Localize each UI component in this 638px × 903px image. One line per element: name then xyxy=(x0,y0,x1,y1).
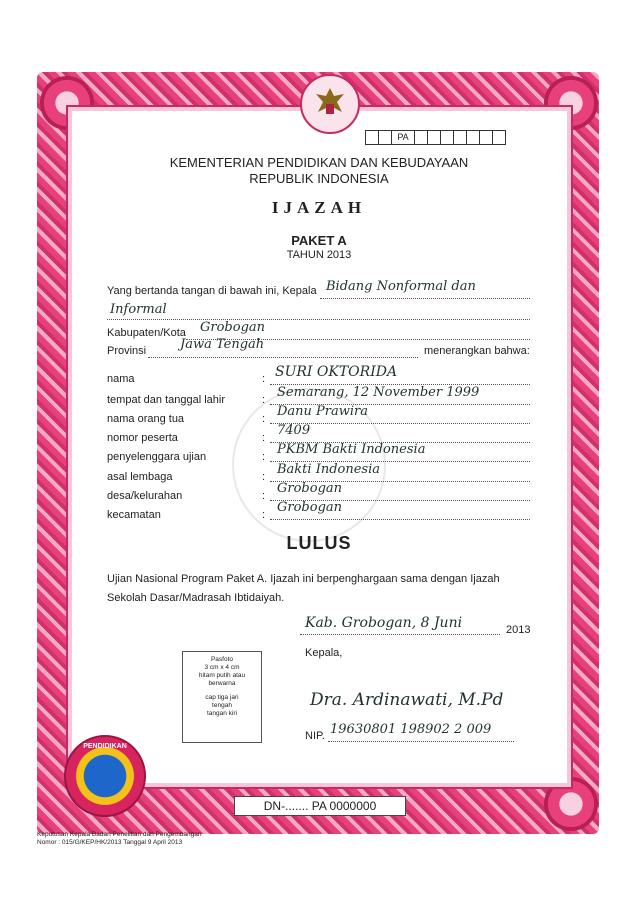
field-label: kecamatan xyxy=(107,509,161,521)
ministry-seal-icon: PENDIDIKAN xyxy=(64,735,146,817)
field-value: Grobogan xyxy=(277,500,343,515)
place-date: Kab. Grobogan, 8 Juni xyxy=(305,615,463,631)
ministry-name: KEMENTERIAN PENDIDIKAN DAN KEBUDAYAAN xyxy=(169,155,469,170)
kepala-of-line2: Informal xyxy=(110,302,167,317)
serial-number-box: DN-....... PA 0000000 xyxy=(234,796,406,816)
signatory-name: Dra. Ardinawati, M.Pd xyxy=(310,690,504,710)
kepala-of-line1: Bidang Nonformal dan xyxy=(326,279,476,294)
field-value: Semarang, 12 November 1999 xyxy=(277,385,480,400)
garuda-emblem-icon xyxy=(300,74,360,134)
field-label: nama orang tua xyxy=(107,413,185,425)
tahun-label: TAHUN 2013 xyxy=(286,249,352,261)
result-stamp: LULUS xyxy=(286,533,352,553)
menerangkan-text: menerangkan bahwa: xyxy=(424,345,530,357)
field-value: 7409 xyxy=(277,423,311,438)
field-value: SURI OKTORIDA xyxy=(275,364,398,380)
signature-year: 2013 xyxy=(506,624,531,636)
statement-line1: Ujian Nasional Program Paket A. Ijazah ini berpenghargaan sama dengan Ijazah xyxy=(107,573,500,585)
provinsi-value: Jawa Tengah xyxy=(180,337,265,352)
nip-label: NIP. xyxy=(305,730,325,742)
republic-name: REPUBLIK INDONESIA xyxy=(249,171,389,186)
field-label: penyelenggara ujian xyxy=(107,451,207,463)
field-label: desa/kelurahan xyxy=(107,490,183,502)
intro-label: Yang bertanda tangan di bawah ini, Kepala xyxy=(107,285,317,297)
paket-label: PAKET A xyxy=(291,233,347,248)
footer-decree-line1: Keputusan Kepala Badan Penelitian dan Pengembangan xyxy=(37,831,202,838)
pa-code-boxes: PA xyxy=(366,130,506,145)
photo-placeholder: Pasfoto 3 cm x 4 cm hitam putih atau berwarna cap tiga jari tengah tangan kiri xyxy=(182,651,262,743)
nip-value: 19630801 198902 2 009 xyxy=(330,722,492,737)
statement-line2: Sekolah Dasar/Madrasah Ibtidaiyah. xyxy=(107,592,285,604)
document-title: IJAZAH xyxy=(271,198,367,217)
field-value: Grobogan xyxy=(277,481,343,496)
field-label: asal lembaga xyxy=(107,471,173,483)
kabupaten-label: Kabupaten/Kota xyxy=(107,327,186,339)
field-value: Bakti Indonesia xyxy=(277,462,380,477)
footer-decree-line2: Nomor : 015/G/KEP/HK/2013 Tanggal 9 April 2013 xyxy=(37,839,183,846)
signature-role: Kepala, xyxy=(305,647,343,659)
provinsi-label: Provinsi xyxy=(107,345,147,357)
kabupaten-value: Grobogan xyxy=(200,320,266,335)
field-value: Danu Prawira xyxy=(277,404,369,419)
field-label: nama xyxy=(107,373,135,385)
field-label: tempat dan tanggal lahir xyxy=(107,394,226,406)
field-label: nomor peserta xyxy=(107,432,178,444)
field-value: PKBM Bakti Indonesia xyxy=(277,442,426,457)
